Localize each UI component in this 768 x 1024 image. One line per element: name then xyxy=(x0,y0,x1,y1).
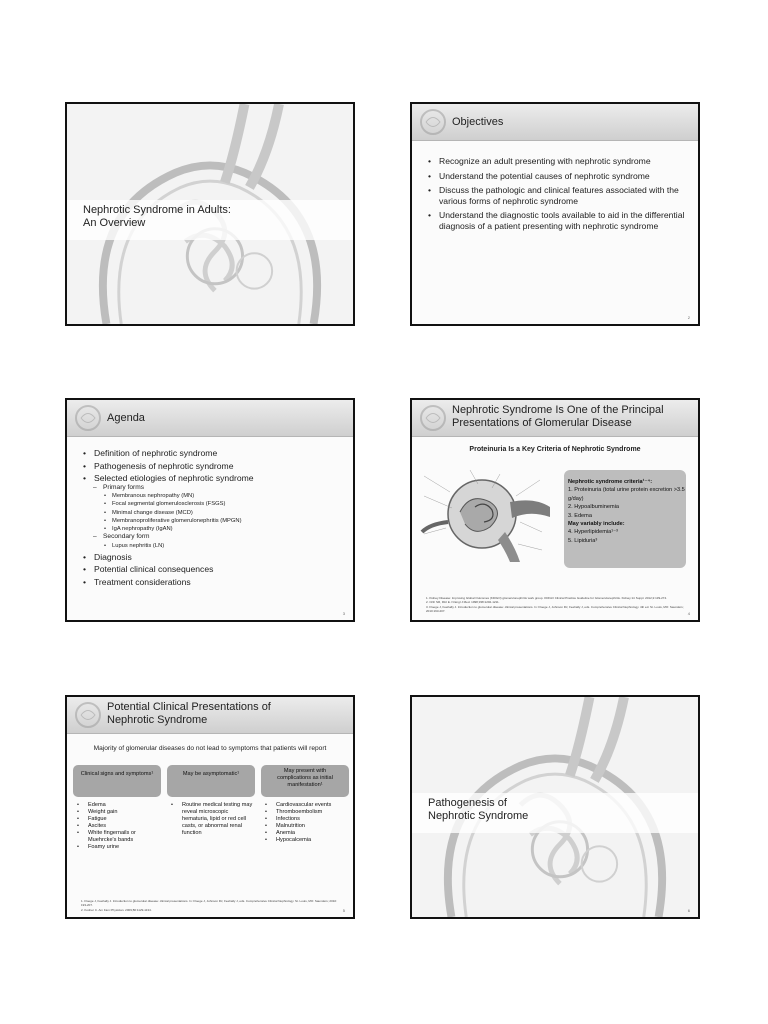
list-item: • IgA nephropathy (IgAN) xyxy=(83,525,345,533)
slide-2-objectives xyxy=(410,102,700,326)
list-item: • Foamy urine xyxy=(77,844,165,851)
list-item: • Infections xyxy=(265,816,353,823)
slide-title xyxy=(452,404,664,430)
page-number: 5 xyxy=(342,908,345,913)
slide-subtitle: Proteinuria Is a Key Criteria of Nephrotic Syndrome xyxy=(469,446,641,453)
list-item: • Membranous nephropathy (MN) xyxy=(83,492,345,500)
reference: 1. Kidney Disease: Improving Global Outcomes (KDIGO) glomerulonephritis work group. KDIGO Clinical Practice Guideline for Glomerulonephritis. Kidney Int Suppl. 2012;2:139-274. xyxy=(426,596,667,600)
criteria-list xyxy=(568,478,686,545)
agenda-list xyxy=(83,446,345,587)
slide-header xyxy=(67,697,353,734)
list-item: • Understand the potential causes of nephrotic syndrome xyxy=(428,171,690,182)
list-item: • Pathogenesis of nephrotic syndrome xyxy=(83,461,345,472)
list-item: • Ascites xyxy=(77,823,165,830)
list-item: • Weight gain xyxy=(77,809,165,816)
page-number: 2 xyxy=(687,315,690,320)
slide-title xyxy=(83,204,231,230)
title-line-1: Potential Clinical Presentations of xyxy=(107,701,271,713)
page-number: 4 xyxy=(687,611,690,616)
list-item: • Edema xyxy=(77,802,165,809)
variable-item: 5. Lipiduria³ xyxy=(568,537,598,544)
list-item: • Recognize an adult presenting with nephrotic syndrome xyxy=(428,156,690,167)
title-line-1: Nephrotic Syndrome Is One of the Principal xyxy=(452,404,664,416)
slide-header xyxy=(412,400,698,437)
slide-header xyxy=(412,104,698,141)
criteria-heading: Nephrotic syndrome criteria¹⁻⁴: xyxy=(568,479,653,485)
title-line-1: Nephrotic Syndrome in Adults: xyxy=(83,204,231,216)
objectives-list xyxy=(428,156,690,235)
glomerulus-logo-icon xyxy=(73,403,103,433)
variable-item: 4. Hyperlipidemia¹⁻³ xyxy=(568,529,618,536)
asymptomatic-list xyxy=(171,802,253,837)
list-item: • Selected etiologies of nephrotic syndrome xyxy=(83,473,345,484)
list-item: • White fingernails or Muehrcke's bands xyxy=(77,830,165,844)
criteria-item: 1. Proteinuria (total urine protein excretion >3.5 g/day) xyxy=(568,487,685,502)
list-item: • Lupus nephritis (LN) xyxy=(83,542,345,550)
list-item: • Cardiovascular events xyxy=(265,802,353,809)
column-header-asymptomatic: May be asymptomatic¹ xyxy=(167,765,255,797)
title-line-2: An Overview xyxy=(83,217,146,229)
title-line-2: Nephrotic Syndrome xyxy=(107,714,208,726)
slide-4-presentations xyxy=(410,398,700,622)
list-item: • Fatigue xyxy=(77,816,165,823)
list-item: • Thromboembolism xyxy=(265,809,353,816)
signs-list xyxy=(77,802,165,851)
list-item: • Focal segmental glomerulosclerosis (FSGS) xyxy=(83,500,345,508)
reference: 2. Kodner C. Am Fam Physician. 2009;80:1129-1134. xyxy=(81,907,152,912)
criteria-item: 2. Hypoalbuminemia xyxy=(568,504,619,511)
slide-1-title xyxy=(65,102,355,326)
list-item: • Understand the diagnostic tools available to aid in the differential diagnosis of a patient presenting with nephrotic syndrome xyxy=(428,210,690,231)
list-item: • Definition of nephrotic syndrome xyxy=(83,448,345,459)
page-number: 6 xyxy=(687,908,690,913)
variable-heading: May variably include: xyxy=(568,521,625,528)
slide-intro: Majority of glomerular diseases do not lead to symptoms that patients will report xyxy=(93,745,327,752)
complications-list xyxy=(265,802,353,844)
column-header-signs: Clinical signs and symptoms¹ xyxy=(73,765,161,797)
list-item: • Treatment considerations xyxy=(83,577,345,588)
slide-6-pathogenesis xyxy=(410,695,700,919)
list-item: – Primary forms xyxy=(83,484,345,493)
glomerulus-logo-icon xyxy=(418,107,448,137)
slide-title xyxy=(107,701,271,727)
criteria-item: 3. Edema xyxy=(568,512,592,519)
list-item: • Anemia xyxy=(265,830,353,837)
title-line-1: Pathogenesis of xyxy=(428,797,507,809)
list-item: • Diagnosis xyxy=(83,552,345,563)
list-item: • Malnutrition xyxy=(265,823,353,830)
page-number: 3 xyxy=(342,611,345,616)
list-item: • Routine medical testing may reveal microscopic hematuria, lipid or red cell casts, or abnormal renal function xyxy=(171,802,253,837)
title-line-2: Nephrotic Syndrome xyxy=(428,810,529,822)
list-item: • Membranoproliferative glomerulonephritis (MPGN) xyxy=(83,517,345,525)
slide-title: Agenda xyxy=(107,412,145,424)
list-item: – Secondary form xyxy=(83,533,345,542)
references xyxy=(426,596,686,613)
slide-header xyxy=(67,400,353,437)
slide-title: Objectives xyxy=(452,116,504,128)
list-item: • Hypocalcemia xyxy=(265,837,353,844)
glomerulus-logo-icon xyxy=(73,700,103,730)
reference: 2. Orth SR, Ritz E. N Engl J Med. 1998;338:1202-1211. xyxy=(426,600,500,605)
glomerulus-diagram xyxy=(420,462,560,562)
reference: 3. Floege J, Feehally J. Introduction to glomerular disease: clinical presentations. In: Floege J, Johnson RJ, Feehally J, eds. Comprehensive Clinical Nephrology. 4th ed. St. Louis, MO: Saunders; 2010:193-207. xyxy=(426,604,684,613)
glomerulus-logo-icon xyxy=(418,403,448,433)
column-header-complications: May present with complications as initial manifestation¹ xyxy=(261,765,349,797)
slide-3-agenda xyxy=(65,398,355,622)
list-item: • Discuss the pathologic and clinical features associated with the various forms of nephrotic syndrome xyxy=(428,185,690,206)
list-item: • Minimal change disease (MCD) xyxy=(83,509,345,517)
references xyxy=(81,899,341,912)
reference: 1. Floege J, Feehally J. Introduction to glomerular disease: clinical presentations. In: Floege J, Johnson RJ, Feehally J, eds. Comprehensive Clinical Nephrology. St. Louis, MO: Saunders; 2010: 193-207. xyxy=(81,899,337,908)
title-line-2: Presentations of Glomerular Disease xyxy=(452,417,632,429)
slide-5-clinical-presentations xyxy=(65,695,355,919)
slide-title xyxy=(428,797,528,823)
list-item: • Potential clinical consequences xyxy=(83,564,345,575)
